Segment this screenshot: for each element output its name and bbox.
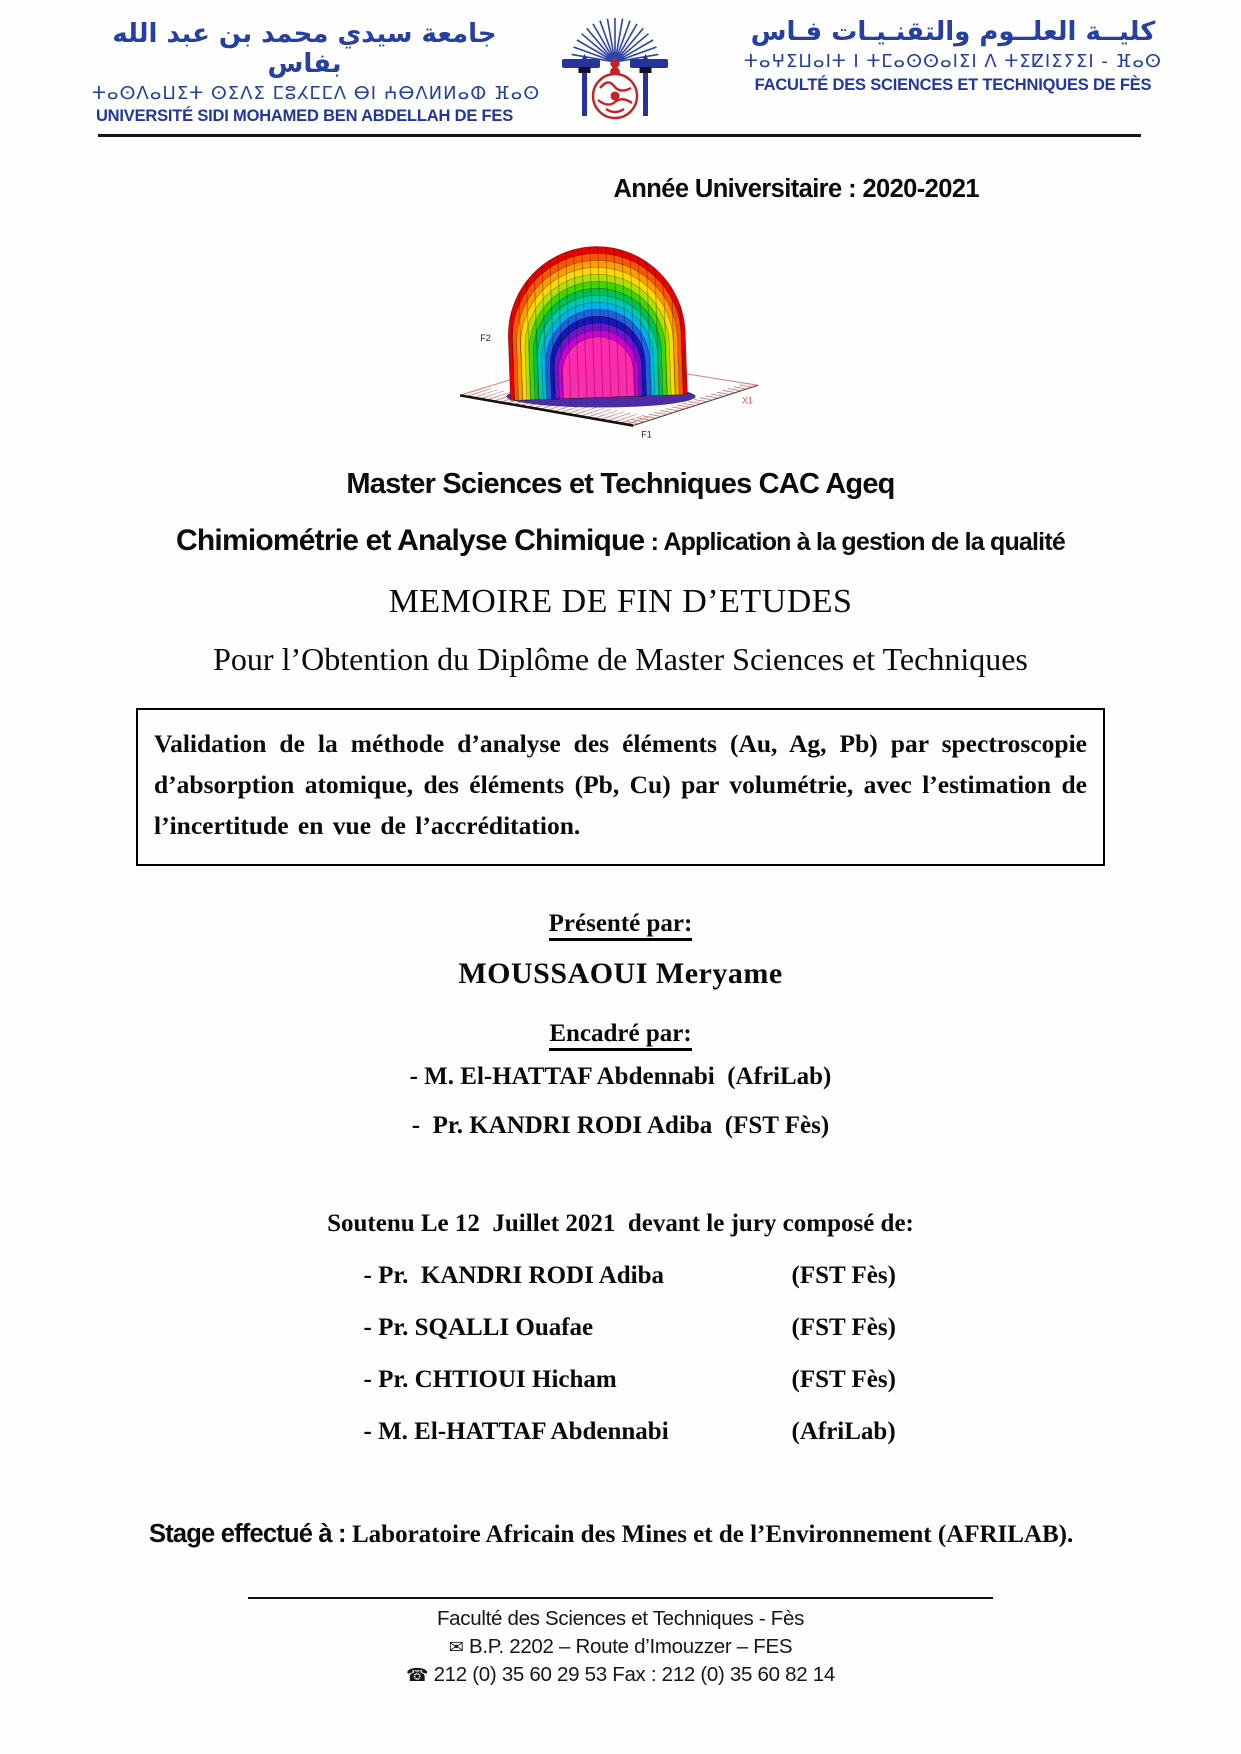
internship-label: Stage effectué à : <box>149 1519 346 1548</box>
supervisor-2: - Pr. KANDRI RODI Adiba (FST Fès) <box>411 1111 830 1139</box>
svg-text:X1: X1 <box>741 395 753 406</box>
svg-text:F2: F2 <box>479 333 491 344</box>
footer-address <box>0 1633 1241 1661</box>
supervisor-1: - M. El-HATTAF Abdennabi (AfriLab) <box>409 1062 832 1090</box>
jury-member-affiliation: (FST Fès) <box>791 1261 896 1289</box>
header-divider <box>98 134 1141 137</box>
jury-member-name: - M. El-HATTAF Abdennabi <box>363 1417 675 1445</box>
internship-line <box>0 1502 1241 1567</box>
footer-divider <box>248 1597 993 1599</box>
jury-member-affiliation: (FST Fès) <box>791 1365 896 1393</box>
jury-member-name: - Pr. SQALLI Ouafae <box>363 1313 594 1341</box>
university-name-french: UNIVERSITÉ SIDI MOHAMED BEN ABDELLAH DE FES <box>95 107 514 126</box>
university-name-tifinagh: ⵜⴰⵙⴷⴰⵡⵉⵜ ⵙⵉⴷⵉ ⵎⵓⵃⵎⵎⴷ ⴱⵏ ⵄⴱⴷⵍⵍⴰⵀ ⴼⴰⵙ <box>92 82 541 104</box>
internship-value: Laboratoire Africain des Mines et de l’Environnement (AFRILAB). <box>345 1520 1074 1548</box>
footer-address-text: B.P. 2202 – Route d’Imouzzer – FES <box>463 1635 793 1658</box>
response-surface-plot <box>446 228 768 442</box>
supervised-by-heading: Encadré par: <box>0 1020 1241 1048</box>
academic-year: Année Universitaire : 2020-2021 <box>613 175 979 204</box>
faculty-name-tifinagh: ⵜⴰⵖⵉⵡⴰⵏⵜ ⵏ ⵜⵎⴰⵙⵙⴰⵏⵉⵏ ⴷ ⵜⵉⵇⵏⵉⵢⵉⵏ - ⴼⴰⵙ <box>744 50 1162 72</box>
faculty-name-arabic: كليــة العلــوم والتقنـيـات فـاس <box>750 17 1156 47</box>
university-logo <box>540 12 690 120</box>
svg-text:F1: F1 <box>640 430 652 441</box>
jury-member-row <box>364 1366 906 1394</box>
specialty-subtitle: : Application à la gestion de la qualité <box>644 528 1065 557</box>
footer-phone-text: 212 (0) 35 60 29 53 Fax : 212 (0) 35 60 82 14 <box>428 1663 835 1687</box>
presented-by-heading: Présenté par: <box>0 910 1241 938</box>
faculty-name-french: FACULTÉ DES SCIENCES ET TECHNIQUES DE FÈS <box>754 75 1152 94</box>
logo-medallion <box>593 59 637 119</box>
specialty-main: Chimiométrie et Analyse Chimique <box>176 524 645 558</box>
phone-icon: ☎ <box>406 1665 429 1687</box>
footer-phone <box>0 1661 1241 1689</box>
university-header <box>0 0 1241 126</box>
jury-member-row <box>364 1314 906 1342</box>
mail-icon: ✉ <box>448 1637 464 1658</box>
cover-figure <box>0 228 1241 442</box>
jury-member-row <box>364 1418 906 1446</box>
jury-member-name: - Pr. KANDRI RODI Adiba <box>363 1261 665 1289</box>
page-footer <box>0 1597 1241 1690</box>
thesis-subject-box: Validation de la méthode d’analyse des éléments (Au, Ag, Pb) par spectroscopie d’absorption atomique, des éléments (Pb, Cu) par volumétrie, avec l’estimation de l’incertitude en vue de l’accréditation. <box>136 708 1105 866</box>
footer-faculty: Faculté des Sciences et Techniques - Fès <box>436 1606 805 1630</box>
jury-list <box>336 1262 906 1446</box>
header-university-block <box>92 12 541 126</box>
memoire-title: MEMOIRE DE FIN D’ETUDES <box>388 583 853 621</box>
student-name: MOUSSAOUI Meryame <box>458 956 783 990</box>
program-title: Master Sciences et Techniques CAC Ageq <box>346 468 895 501</box>
jury-member-row <box>364 1262 906 1290</box>
specialty-title <box>0 524 1241 558</box>
jury-member-name: - Pr. CHTIOUI Hicham <box>363 1365 617 1393</box>
jury-member-affiliation: (AfriLab) <box>791 1417 896 1445</box>
diploma-subtitle: Pour l’Obtention du Diplôme de Master Sciences et Techniques <box>213 641 1028 678</box>
university-name-arabic: جامعة سيدي محمد بن عبد الله بفاس <box>112 19 497 79</box>
header-faculty-block <box>713 12 1193 95</box>
jury-member-affiliation: (FST Fès) <box>791 1313 896 1341</box>
defense-intro: Soutenu Le 12 Juillet 2021 devant le jury composé de: <box>327 1209 914 1237</box>
